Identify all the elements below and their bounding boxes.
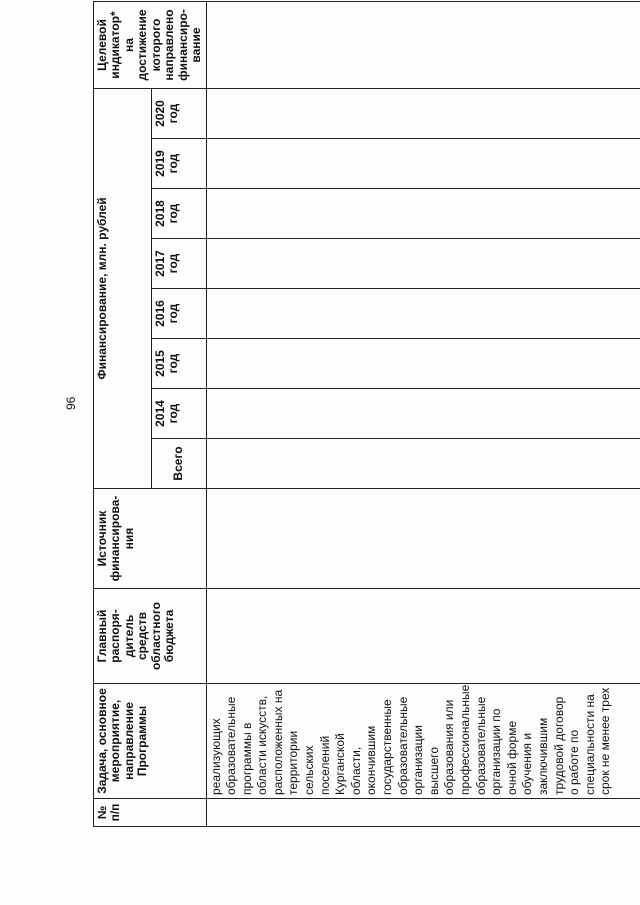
header-total: Всего bbox=[151, 439, 206, 489]
cell-year-2017 bbox=[206, 239, 640, 289]
table-row bbox=[206, 2, 640, 827]
header-manager: Главный распоря- дитель средств областного бюджета bbox=[94, 589, 207, 684]
header-year-2017: 2017 год bbox=[151, 239, 206, 289]
cell-year-2018 bbox=[206, 189, 640, 239]
header-year-2020: 2020 год bbox=[151, 89, 206, 139]
header-year-2018: 2018 год bbox=[151, 189, 206, 239]
cell-num bbox=[206, 799, 640, 827]
header-num: № п/п bbox=[94, 799, 207, 827]
header-year-2019: 2019 год bbox=[151, 139, 206, 189]
cell-source bbox=[206, 489, 640, 589]
header-financing: Финансирование, млн. рублей bbox=[94, 89, 152, 489]
cell-manager bbox=[206, 589, 640, 684]
page-number: 96 bbox=[64, 396, 78, 410]
cell-year-2020 bbox=[206, 89, 640, 139]
cell-year-2015 bbox=[206, 339, 640, 389]
header-year-2015: 2015 год bbox=[151, 339, 206, 389]
header-year-2016: 2016 год bbox=[151, 289, 206, 339]
cell-task: реализующих образовательные программы в области искусств, расположенных на территории сельских поселений Курганской области, окончившим государственные образовательные организации высшего образования или профессиональные образовательные организации по очной форме обучения и заключившим трудовой договор о работе по специальности на срок не менее трех bbox=[206, 684, 640, 799]
header-source: Источник финансирова- ния bbox=[94, 489, 207, 589]
cell-year-2016 bbox=[206, 289, 640, 339]
cell-year-2019 bbox=[206, 139, 640, 189]
cell-total bbox=[206, 439, 640, 489]
cell-year-2014 bbox=[206, 389, 640, 439]
header-task: Задача, основное мероприятие, направление Программы bbox=[94, 684, 207, 799]
financing-table bbox=[93, 1, 640, 827]
rotated-table-container bbox=[93, 9, 633, 827]
header-year-2014: 2014 год bbox=[151, 389, 206, 439]
header-target: Целевой индикатор* на достижение которого направлено финансиро- вание bbox=[94, 2, 207, 89]
cell-target bbox=[206, 2, 640, 89]
